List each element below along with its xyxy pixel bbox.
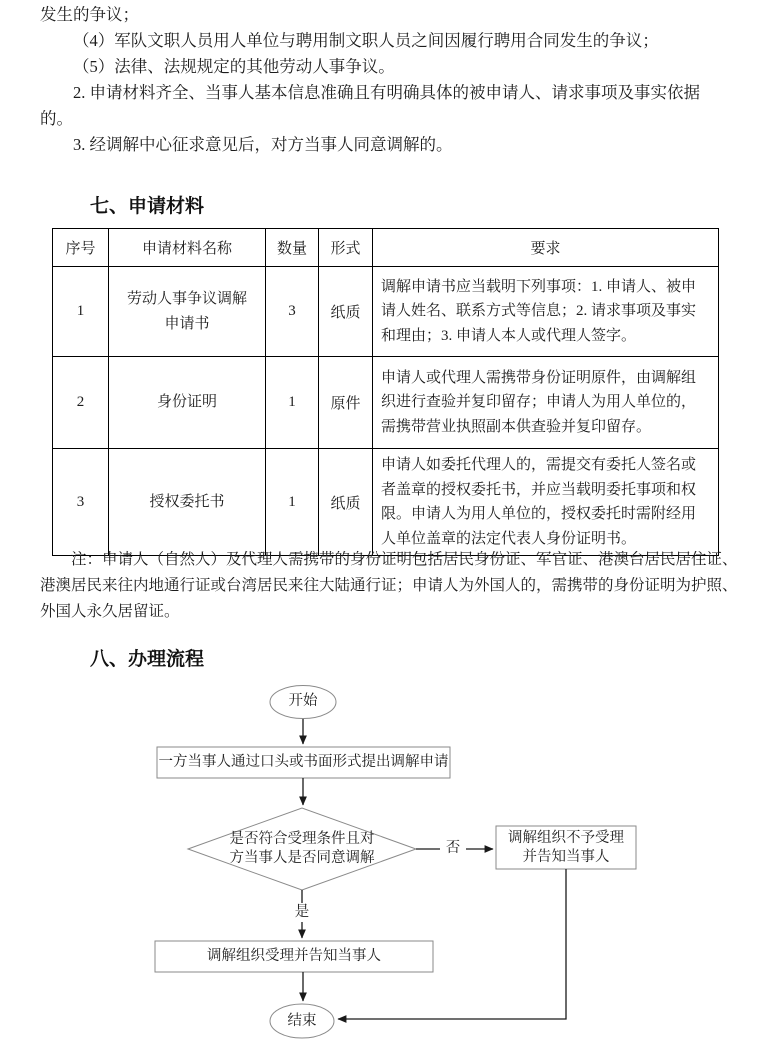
- table-header-row: [53, 229, 719, 267]
- materials-table: [52, 228, 719, 556]
- flow-start-label: 开始: [288, 693, 318, 709]
- branch-no-label: 否: [440, 839, 466, 858]
- material-name: 授权委托书: [149, 493, 225, 510]
- material-name: 劳动人事争议调解申请书: [126, 290, 247, 332]
- paragraph-item-4: （4）军队文职人员用人单位与聘用制文职人员之间因履行聘用合同发生的争议；: [73, 31, 659, 50]
- section-7-title: 七、申请材料: [90, 196, 205, 217]
- qty-cell: 1: [266, 449, 319, 556]
- flow-reject-text: 调解组织不予受理并告知当事人: [508, 829, 624, 865]
- flow-apply-label: 一方当事人通过口头或书面形式提出调解申请: [158, 754, 449, 770]
- table-row: [53, 267, 719, 357]
- paragraph-condition-3: 3. 经调解中心征求意见后，对方当事人同意调解的。: [73, 135, 453, 154]
- table-row: [53, 357, 719, 449]
- req-cell: 申请人如委托代理人的，需提交有委托人签名或者盖章的授权委托书，并应当载明委托事项和权限。申请人为用人单位的，授权委托时需附经用人单位盖章的法定代表人身份证明书。: [373, 449, 719, 556]
- table-row: [53, 449, 719, 556]
- flow-accept-label: 调解组织受理并告知当事人: [207, 948, 381, 964]
- section-8-title: 八、办理流程: [90, 649, 205, 670]
- name-cell: [109, 449, 266, 556]
- flow-reject-label: [497, 826, 635, 869]
- qty-cell: 1: [266, 357, 319, 449]
- qty-cell: 3: [266, 267, 319, 357]
- col-name-header: 申请材料名称: [109, 229, 266, 267]
- paragraph-condition-2: 2. 申请材料齐全、当事人基本信息准确且有明确具体的被申请人、请求事项及事实依据的。: [40, 83, 700, 128]
- col-form-header: 形式: [319, 229, 373, 267]
- form-cell: 纸质: [319, 267, 373, 357]
- seq-cell: 1: [53, 267, 109, 357]
- name-cell: [109, 267, 266, 357]
- form-cell: 纸质: [319, 449, 373, 556]
- paragraph-item-5: （5）法律、法规规定的其他劳动人事争议。: [73, 57, 395, 76]
- col-qty-header: 数量: [266, 229, 319, 267]
- col-seq-header: 序号: [53, 229, 109, 267]
- paragraph-continuation: 发生的争议；: [40, 5, 139, 24]
- note-text: 注：申请人（自然人）及代理人需携带的身份证明包括居民身份证、军官证、港澳台居民居住证、港澳居民来往内地通行证或台湾居民来往大陆通行证；申请人为外国人的，需携带的身份证明为护照、外国人永久居留证。: [40, 551, 738, 620]
- seq-cell: 2: [53, 357, 109, 449]
- req-cell: 调解申请书应当载明下列事项：1. 申请人、被申请人姓名、联系方式等信息；2. 请求事项及事实和理由；3. 申请人本人或代理人签字。: [373, 267, 719, 357]
- flow-decision-label: 是否符合受理条件且对方当事人是否同意调解: [229, 831, 375, 866]
- flowchart: [0, 680, 772, 1048]
- req-cell: 申请人或代理人需携带身份证明原件，由调解组织进行查验并复印留存；申请人为用人单位的，需携带营业执照副本供查验并复印留存。: [373, 357, 719, 449]
- intro-paragraphs: [40, 2, 702, 158]
- form-cell: 原件: [319, 357, 373, 449]
- flowchart-shapes-and-connectors: [0, 680, 772, 1048]
- flow-end-label: 结束: [287, 1013, 317, 1029]
- seq-cell: 3: [53, 449, 109, 556]
- branch-yes-label: 是: [292, 903, 312, 922]
- col-req-header: 要求: [373, 229, 719, 267]
- material-name: 身份证明: [156, 394, 217, 410]
- name-cell: [109, 357, 266, 449]
